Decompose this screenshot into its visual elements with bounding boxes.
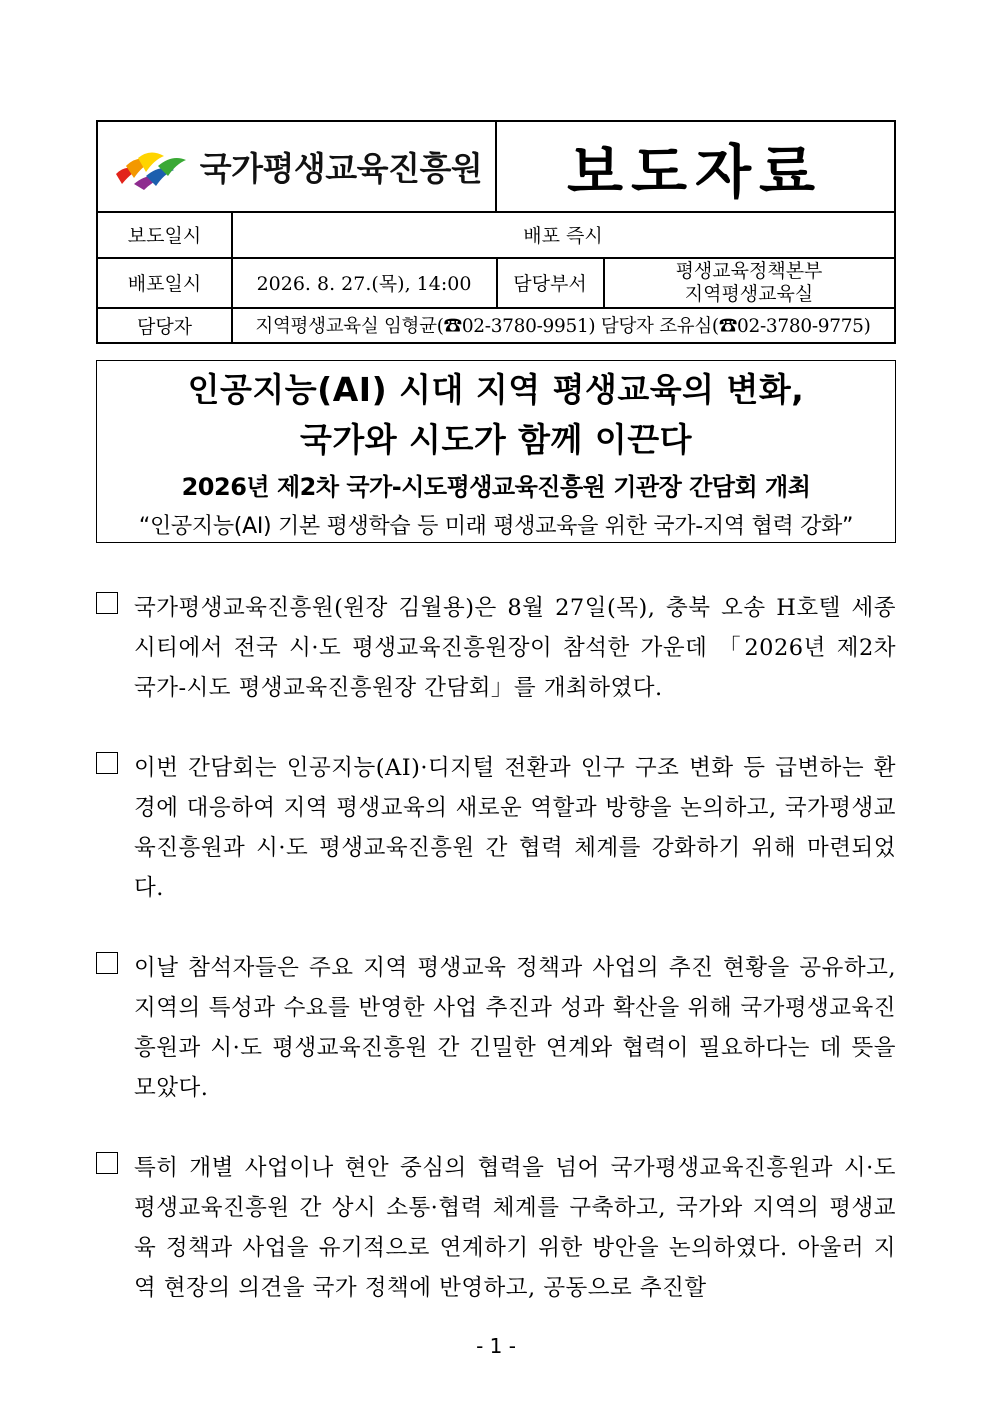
distribute-label: 배포일시 xyxy=(127,273,202,295)
headline-line2: 국가와 시도가 함께 이끈다 xyxy=(299,420,693,459)
dept-value-line2: 지역평생교육실 xyxy=(684,282,814,305)
paragraph-text: 국가평생교육진흥원(원장 김월용)은 8월 27일(목), 충북 오송 H호텔 세종시티에서 전국 시·도 평생교육진흥원장이 참석한 가운데 「2026년 제2차 국가-시도 평생교육진흥원장 간담회」를 개최하였다. xyxy=(134,595,896,701)
paragraph-text: 특히 개별 사업이나 현안 중심의 협력을 넘어 국가평생교육진흥원과 시·도 평생교육진흥원 간 상시 소통·협력 체계를 구축하고, 국가와 지역의 평생교육 정책과 사업을 유기적으로 연계하기 위한 방안을 논의하였다. 아울러 지역 현장의 의견을 국가 정책에 반영하고, 공동으로 추진할 xyxy=(134,1155,896,1301)
paragraph-text: 이날 참석자들은 주요 지역 평생교육 정책과 사업의 추진 현황을 공유하고, 지역의 특성과 수요를 반영한 사업 추진과 성과 확산을 위해 국가평생교육진흥원과 시·도 평생교육진흥원 간 긴밀한 연계와 협력이 필요하다는 데 뜻을 모았다. xyxy=(134,955,896,1101)
quote-line: “인공지능(AI) 기본 평생학습 등 미래 평생교육을 위한 국가-지역 협력 강화” xyxy=(138,514,854,539)
paragraph-text: 이번 간담회는 인공지능(AI)·디지털 전환과 인구 구조 변화 등 급변하는 환경에 대응하여 지역 평생교육의 새로운 역할과 방향을 논의하고, 국가평생교육진흥원과 시·도 평생교육진흥원 간 협력 체계를 강화하기 위해 마련되었다. xyxy=(134,755,896,901)
square-bullet-icon xyxy=(96,952,118,974)
org-logo-icon xyxy=(112,144,192,190)
headline-line1: 인공지능(AI) 시대 지역 평생교육의 변화, xyxy=(187,370,805,409)
doc-type-title: 보도자료 xyxy=(566,137,824,206)
header-table xyxy=(96,120,896,344)
doc-type-cell xyxy=(496,122,894,211)
dept-value xyxy=(604,258,894,307)
page-number: - 1 - xyxy=(476,1334,516,1358)
org-name: 국가평생교육진흥원 xyxy=(199,149,483,188)
contact-label: 담당자 xyxy=(136,315,193,338)
release-label: 보도일시 xyxy=(127,225,202,247)
dept-label: 담당부서 xyxy=(513,273,587,295)
headline-box xyxy=(96,360,896,543)
square-bullet-icon xyxy=(96,752,118,774)
subheadline: 2026년 제2차 국가-시도평생교육진흥원 기관장 간담회 개최 xyxy=(181,473,811,501)
logo-cell xyxy=(98,122,496,211)
distribute-value: 2026. 8. 27.(목), 14:00 xyxy=(256,273,472,295)
square-bullet-icon xyxy=(96,1152,118,1174)
square-bullet-icon xyxy=(96,592,118,614)
dept-value-line1: 평생교육정책본부 xyxy=(675,259,823,282)
contact-value: 지역평생교육실 임형균(☎02-3780-9951) 담당자 조유심(☎02-3780-9775) xyxy=(255,316,871,337)
release-value: 배포 즉시 xyxy=(523,225,603,247)
